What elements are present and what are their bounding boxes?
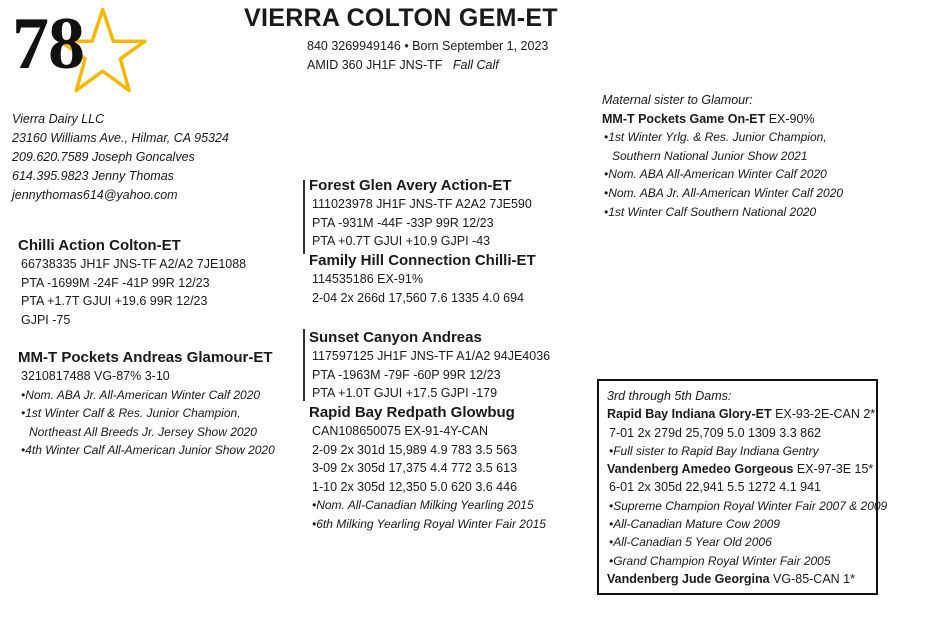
- dam-dam-line: 1-10 2x 305d 12,350 5.0 620 3.6 446: [312, 479, 518, 494]
- dam-line: •4th Winter Calf All-American Junior Show 2020: [21, 443, 275, 458]
- third-dam-record: 7-01 2x 279d 25,709 5.0 1309 3.3 862: [609, 425, 821, 440]
- maternal-sister-block: [602, 91, 843, 221]
- lot-number: 78: [12, 3, 84, 85]
- third-dam-note: •Full sister to Rapid Bay Indiana Gentry: [609, 443, 819, 458]
- sire-block: [18, 236, 246, 329]
- fifth-dam-title: [607, 570, 876, 588]
- fourth-dam-note: •Grand Champion Royal Winter Fair 2005: [609, 553, 831, 568]
- sire-dam-block: [309, 251, 536, 307]
- dam-dam-line: 2-09 2x 301d 15,989 4.9 783 3.5 563: [312, 442, 518, 457]
- dam-sire-block: [309, 328, 550, 403]
- sire-sire-line: PTA -931M -44F -33P 99R 12/23: [312, 215, 494, 230]
- amid: AMID 360 JH1F JNS-TF: [307, 58, 443, 72]
- maternal-sister-heading: Maternal sister to Glamour:: [602, 93, 753, 107]
- dam-dam-line: CAN108650075 EX-91-4Y-CAN: [312, 424, 489, 438]
- maternal-sister-score: EX-90%: [765, 111, 815, 126]
- consignor-line: 209.620.7589 Joseph Goncalves: [12, 150, 195, 164]
- sire-dam-line: 2-04 2x 266d 17,560 7.6 1335 4.0 694: [312, 290, 524, 305]
- pedigree-line: [303, 329, 305, 401]
- maternal-sister-line: •1st Winter Calf Southern National 2020: [604, 204, 817, 219]
- class-label: Fall Calf: [452, 58, 499, 72]
- dam-name: MM-T Pockets Andreas Glamour-ET: [18, 349, 273, 366]
- fourth-dam-score: EX-97-3E 15*: [793, 462, 874, 477]
- dam-dam-line: 3-09 2x 305d 17,375 4.4 772 3.5 613: [312, 461, 518, 476]
- dam-dam-block: [309, 403, 546, 534]
- sire-line: GJPI -75: [21, 312, 71, 327]
- dam-sire-line: PTA +1.0T GJUI +17.5 GJPI -179: [312, 386, 498, 401]
- fourth-dam-note: •Supreme Champion Royal Winter Fair 2007 & 2009: [609, 498, 888, 513]
- consignor-line: 23160 Williams Ave., Hilmar, CA 95324: [12, 131, 229, 145]
- dam-sire-line: 117597125 JH1F JNS-TF A1/A2 94JE4036: [312, 349, 551, 363]
- dam-dam-line: •6th Milking Yearling Royal Winter Fair 2015: [312, 516, 546, 531]
- fifth-dam-score: VG-85-CAN 1*: [769, 571, 855, 586]
- sire-dam-name: Family Hill Connection Chilli-ET: [309, 252, 536, 269]
- maternal-sister-line: •Nom. ABA Jr. All-American Winter Calf 2020: [604, 185, 844, 200]
- consignor-info: [12, 110, 229, 205]
- fourth-dam-title: [607, 460, 876, 478]
- sire-line: 66738335 JH1F JNS-TF A2/A2 7JE1088: [21, 257, 247, 271]
- dam-block: [18, 348, 275, 460]
- sire-sire-block: [309, 176, 532, 251]
- maternal-sister-line: Southern National Junior Show 2021: [612, 148, 808, 163]
- animal-name: VIERRA COLTON GEM-ET: [244, 4, 558, 32]
- dam-line: 3210817488 VG-87% 3-10: [21, 369, 170, 383]
- fourth-dam-note: •All-Canadian 5 Year Old 2006: [609, 535, 772, 550]
- sire-name: Chilli Action Colton-ET: [18, 237, 181, 254]
- sire-sire-name: Forest Glen Avery Action-ET: [309, 177, 512, 194]
- consignor-line: Vierra Dairy LLC: [12, 112, 105, 126]
- sire-line: PTA +1.7T GJUI +19.6 99R 12/23: [21, 294, 208, 309]
- maternal-sister-line: •Nom. ABA All-American Winter Calf 2020: [604, 167, 827, 182]
- fourth-dam-name: Vandenberg Amedeo Gorgeous: [607, 462, 794, 477]
- dams-box: [597, 379, 888, 595]
- dam-line: •1st Winter Calf & Res. Junior Champion,: [21, 406, 241, 421]
- pedigree-line: [303, 180, 305, 254]
- dam-line: Northeast All Breeds Jr. Jersey Show 2020: [29, 424, 257, 439]
- sire-sire-line: PTA +0.7T GJUI +10.9 GJPI -43: [312, 234, 491, 249]
- fourth-dam-note: •All-Canadian Mature Cow 2009: [609, 517, 780, 532]
- third-dam-name: Rapid Bay Indiana Glory-ET: [607, 407, 772, 422]
- dams-box-heading: 3rd through 5th Dams:: [607, 389, 732, 403]
- maternal-sister-title: [602, 110, 843, 129]
- sire-dam-line: 114535186 EX-91%: [312, 272, 423, 286]
- consignor-line: jennythomas614@yahoo.com: [12, 188, 178, 202]
- maternal-sister-name: MM-T Pockets Game On-ET: [602, 111, 766, 126]
- maternal-sister-line: •1st Winter Yrlg. & Res. Junior Champion,: [604, 130, 827, 145]
- amid-line: [307, 56, 499, 75]
- dam-dam-name: Rapid Bay Redpath Glowbug: [309, 404, 515, 421]
- dam-line: •Nom. ABA Jr. All-American Winter Calf 2020: [21, 387, 261, 402]
- dam-sire-name: Sunset Canyon Andreas: [309, 329, 482, 346]
- consignor-line: 614.395.9823 Jenny Thomas: [12, 169, 174, 183]
- dam-sire-line: PTA -1963M -79F -60P 99R 12/23: [312, 367, 501, 382]
- sire-line: PTA -1699M -24F -41P 99R 12/23: [21, 275, 210, 290]
- sire-sire-line: 111023978 JH1F JNS-TF A2A2 7JE590: [312, 197, 532, 211]
- registration-line: 840 3269949146 • Born September 1, 2023: [307, 39, 549, 53]
- fourth-dam-record: 6-01 2x 305d 22,941 5.5 1272 4.1 941: [609, 480, 821, 495]
- fifth-dam-name: Vandenberg Jude Georgina: [607, 571, 770, 586]
- third-dam-title: [607, 405, 876, 423]
- third-dam-score: EX-93-2E-CAN 2*: [771, 407, 876, 422]
- dam-dam-line: •Nom. All-Canadian Milking Yearling 2015: [312, 498, 534, 513]
